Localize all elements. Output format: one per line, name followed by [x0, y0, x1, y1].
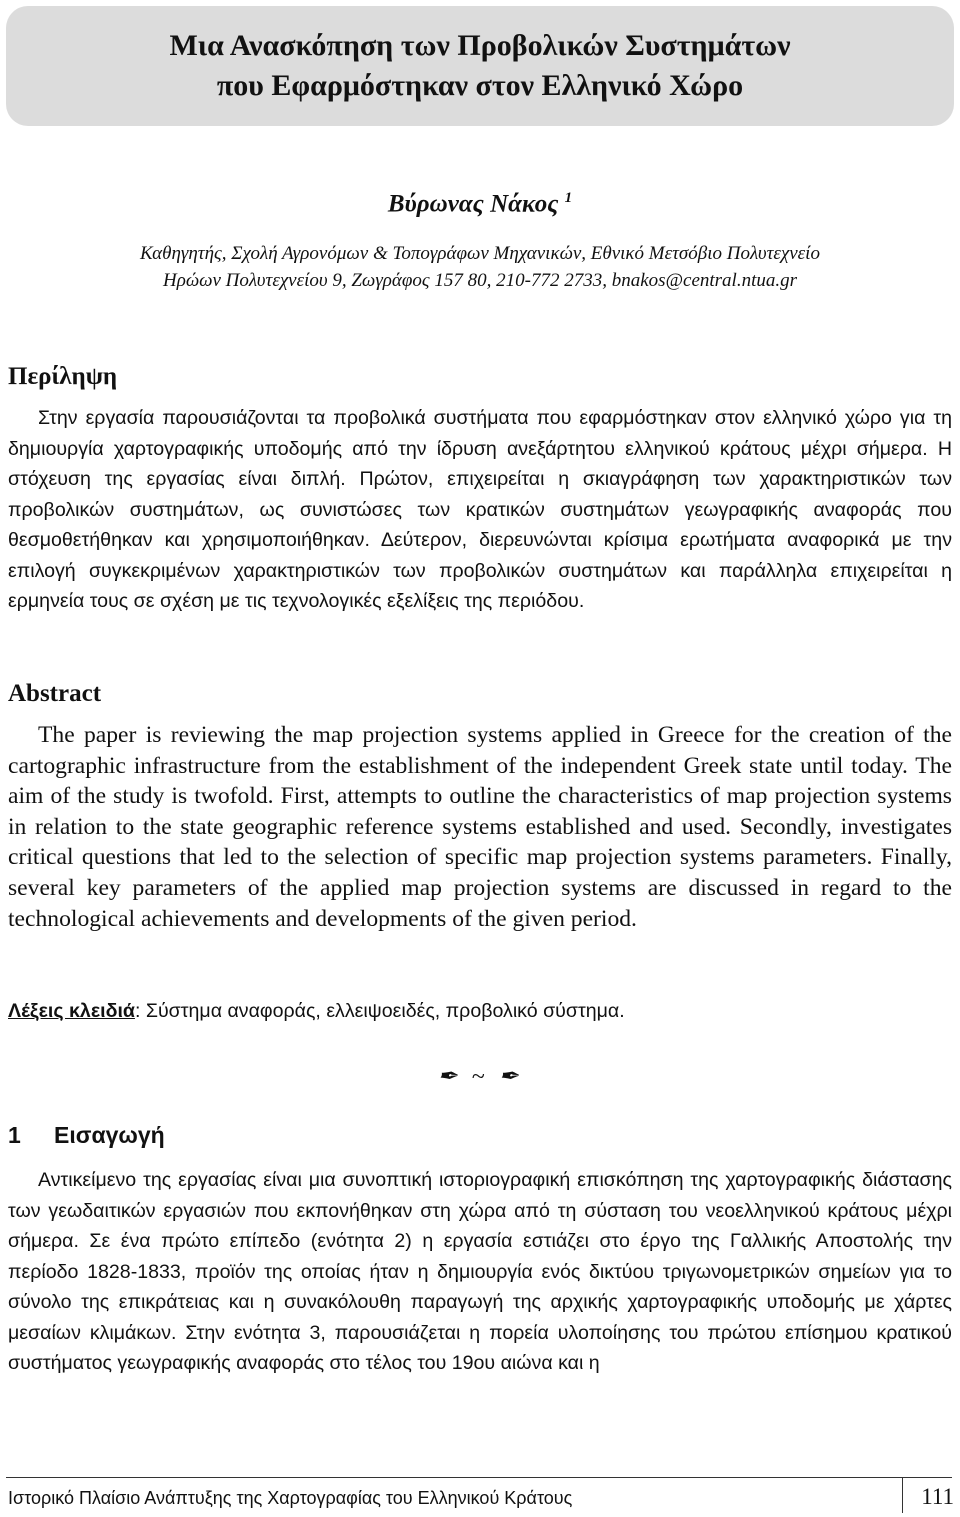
keywords-text: Σύστημα αναφοράς, ελλειψοειδές, προβολικό σύστημα. — [145, 1000, 625, 1022]
abstract-gr-text: Στην εργασία παρουσιάζονται τα προβολικά συστήματα που εφαρμόστηκαν στον ελληνικό χώρο για τη δημιουργία χαρτογραφικής υποδομής από την ίδρυση ανεξάρτητου ελληνικού κράτους μέχρι σήμερα. Η στόχευση της εργασίας είναι διπλή. Πρώτον, επιχειρείται η σκιαγράφηση των χαρακτηριστικών των προβολικών συστημάτων, ως συνιστώσες των κρατικών συστημάτων γεωγραφικής αναφοράς που θεσμοθετήθηκαν και χρησιμοποιήθηκαν. Δεύτερον, διερευνώνται κρίσιμα ερωτήματα αναφορικά με την επιλογή συγκεκριμένων χαρακτηριστικών των προβολικών συστημάτων και παράλληλα επιχειρείται η ερμηνεία τους σε σχέση με τις τεχνολογικές εξελίξεις της περιόδου. — [8, 407, 952, 612]
footer-running-title: Ιστορικό Πλαίσιο Ανάπτυξης της Χαρτογραφίας του Ελληνικού Κράτους — [8, 1488, 573, 1508]
paper-title-line-2: που Εφαρμόστηκαν στον Ελληνικό Χώρο — [216, 69, 744, 102]
author-address: Ηρώων Πολυτεχνείου 9, Ζωγράφος 157 80, 210-772 2733, bnakos@central.ntua.gr — [162, 270, 797, 291]
keywords-label: Λέξεις κλειδιά — [8, 1000, 135, 1022]
footer-page-divider — [902, 1477, 903, 1513]
author-name: Βύρωνας Νάκος — [387, 190, 559, 218]
author-name-block — [0, 190, 960, 218]
keywords-separator: : — [134, 1000, 146, 1022]
author-footnote-mark: 1 — [564, 190, 573, 206]
abstract-en-text: The paper is reviewing the map projection systems applied in Greece for the creation of the cartographic infrastructure from the establishment of the independent Greek state until today. The aim of the study is twofold. First, attempts to outline the characteristics of map projection systems in relation to the state geographic reference systems established and used. Secondly, investigates critical questions that led to the selection of specific map projection systems parameters. Finally, several key parameters of the applied map projection systems are discussed in regard to the technological achievements and developments of the given period. — [8, 722, 952, 932]
footer-divider — [6, 1477, 952, 1478]
section-ornament: ✒ ~ ✒ — [437, 1064, 523, 1090]
abstract-en-heading: Abstract — [8, 680, 102, 707]
title-banner — [6, 6, 954, 126]
section-1-title: Εισαγωγή — [54, 1122, 165, 1148]
section-1-number: 1 — [8, 1122, 21, 1148]
section-1-heading — [8, 1122, 165, 1149]
keywords-line — [8, 1000, 952, 1023]
paper-title-line-1: Μια Ανασκόπηση των Προβολικών Συστημάτων — [169, 29, 791, 62]
abstract-gr-heading: Περίληψη — [8, 363, 118, 390]
page-number: 111 — [921, 1484, 954, 1509]
section-1-text: Αντικείμενο της εργασίας είναι μια συνοπτική ιστοριογραφική επισκόπηση της χαρτογραφικής διάστασης των γεωδαιτικών εργασιών που εκπονήθηκαν στη χώρα από τη σύσταση του νεοελληνικού κράτους μέχρι σήμερα. Σε ένα πρώτο επίπεδο (ενότητα 2) η εργασία εστιάζει στο έργο της Γαλλικής Αποστολής την περίοδο 1828-1833, προϊόν της οποίας ήταν η δημιουργία ενός δικτύου τριγωνομετρικών σημείων για το σύνολο της επικράτειας και η συνακόλουθη παραγωγή της αρχικής χαρτογραφικής υποδομής με χάρτες μεσαίων κλιμάκων. Στην ενότητα 3, παρουσιάζεται η πορεία υλοποίησης του πρώτου επίσημου κρατικού συστήματος γεωγραφικής αναφοράς στο τέλος του 19ου αιώνα και η — [8, 1169, 952, 1374]
author-affiliation: Καθηγητής, Σχολή Αγρονόμων & Τοπογράφων Μηχανικών, Εθνικό Μετσόβιο Πολυτεχνείο — [140, 243, 820, 264]
